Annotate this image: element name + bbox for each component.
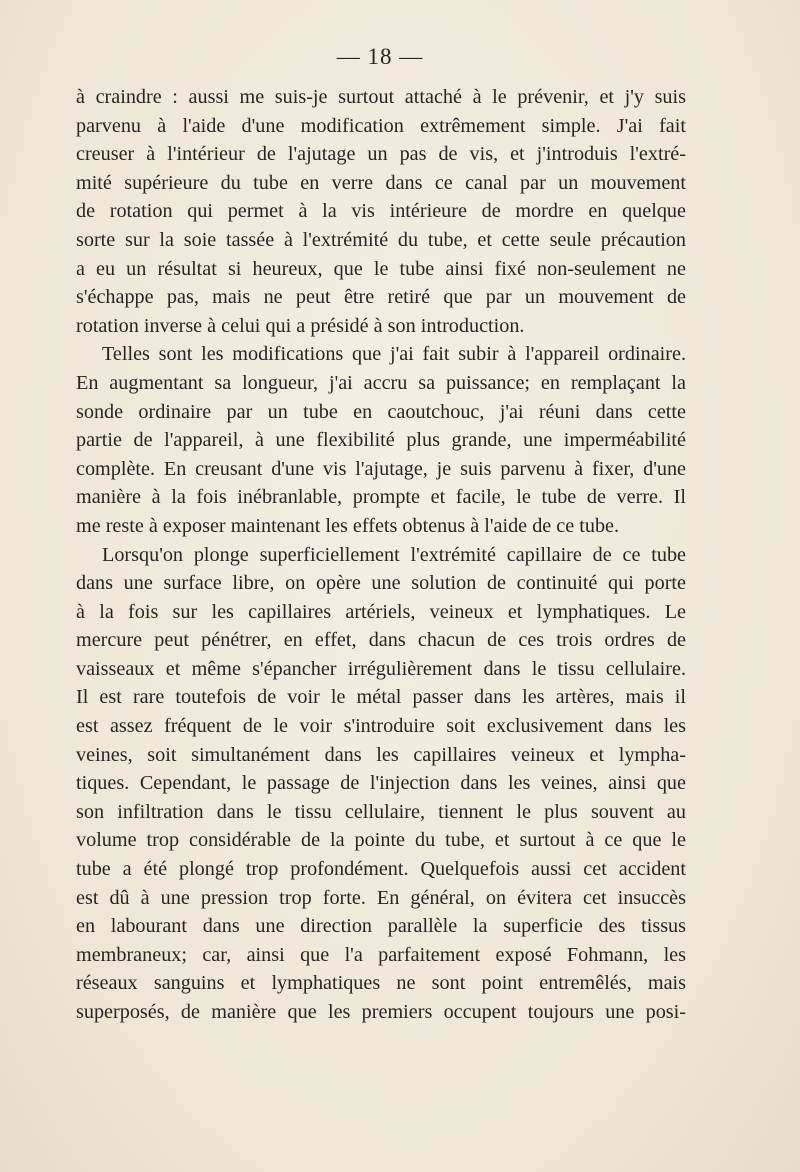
text-line: a eu un résultat si heureux, que le tube ainsi fixé non-seulement ne [76, 257, 686, 280]
text-line: sorte sur la soie tassée à l'extrémité du tube, et cette seule précaution [76, 228, 686, 251]
text-line: volume trop considérable de la pointe du tube, et surtout à ce que le [76, 829, 686, 852]
text-line: mercure peut pénétrer, en effet, dans chacun de ces trois ordres de [76, 629, 686, 652]
text-line: rotation inverse à celui qui a présidé à son introduction. [76, 314, 525, 337]
text-line: s'échappe pas, mais ne peut être retiré que par un mouvement de [76, 286, 686, 309]
text-line: En augmentant sa longueur, j'ai accru sa puissance; en remplaçant la [76, 371, 686, 394]
text-line: mité supérieure du tube en verre dans ce canal par un mouvement [76, 171, 686, 194]
text-line: est assez fréquent de le voir s'introduire soit exclusivement dans les [76, 715, 686, 738]
text-line: réseaux sanguins et lymphatiques ne sont point entremêlés, mais [76, 972, 686, 995]
text-line: dans une surface libre, on opère une solution de continuité qui porte [76, 572, 686, 595]
text-line: tube a été plongé trop profondément. Quelquefois aussi cet accident [76, 858, 686, 881]
text-line: tiques. Cependant, le passage de l'injection dans les veines, ainsi que [76, 772, 686, 795]
page-number: — 18 — [336, 44, 424, 69]
text-line: son infiltration dans le tissu cellulaire, tiennent le plus souvent au [76, 800, 686, 823]
text-line: creuser à l'intérieur de l'ajutage un pas de vis, et j'introduis l'extré- [76, 143, 686, 166]
text-line: parvenu à l'aide d'une modification extrêmement simple. J'ai fait [76, 114, 686, 137]
text-line: Lorsqu'on plonge superficiellement l'extrémité capillaire de ce tube [102, 543, 686, 566]
text-line: vaisseaux et même s'épancher irrégulièrement dans le tissu cellulaire. [76, 657, 686, 680]
text-line: partie de l'appareil, à une flexibilité plus grande, une imperméabilité [76, 429, 686, 452]
text-line: est dû à une pression trop forte. En général, on évitera cet insuccès [76, 886, 686, 909]
text-line: Il est rare toutefois de voir le métal passer dans les artères, mais il [76, 686, 686, 709]
text-line: complète. En creusant d'une vis l'ajutage, je suis parvenu à fixer, d'une [76, 457, 686, 480]
text-line: superposés, de manière que les premiers occupent toujours une posi- [76, 1001, 686, 1023]
text-line: de rotation qui permet à la vis intérieure de mordre en quelque [76, 200, 686, 223]
body-text [76, 83, 686, 1027]
text-line: me reste à exposer maintenant les effets obtenus à l'aide de ce tube. [76, 514, 620, 537]
text-line: manière à la fois inébranlable, prompte et facile, le tube de verre. Il [76, 486, 686, 509]
text-line: à la fois sur les capillaires artériels, veineux et lymphatiques. Le [76, 600, 686, 623]
text-line: en labourant dans une direction parallèle la superficie des tissus [76, 915, 686, 938]
text-line: Telles sont les modifications que j'ai fait subir à l'appareil ordinaire. [102, 343, 686, 366]
text-line: à craindre : aussi me suis-je surtout attaché à le prévenir, et j'y suis [76, 86, 686, 108]
text-line: membraneux; car, ainsi que l'a parfaitement exposé Fohmann, les [76, 943, 686, 966]
text-line: veines, soit simultanément dans les capillaires veineux et lympha- [76, 743, 686, 766]
text-line: sonde ordinaire par un tube en caoutchouc, j'ai réuni dans cette [76, 400, 686, 423]
